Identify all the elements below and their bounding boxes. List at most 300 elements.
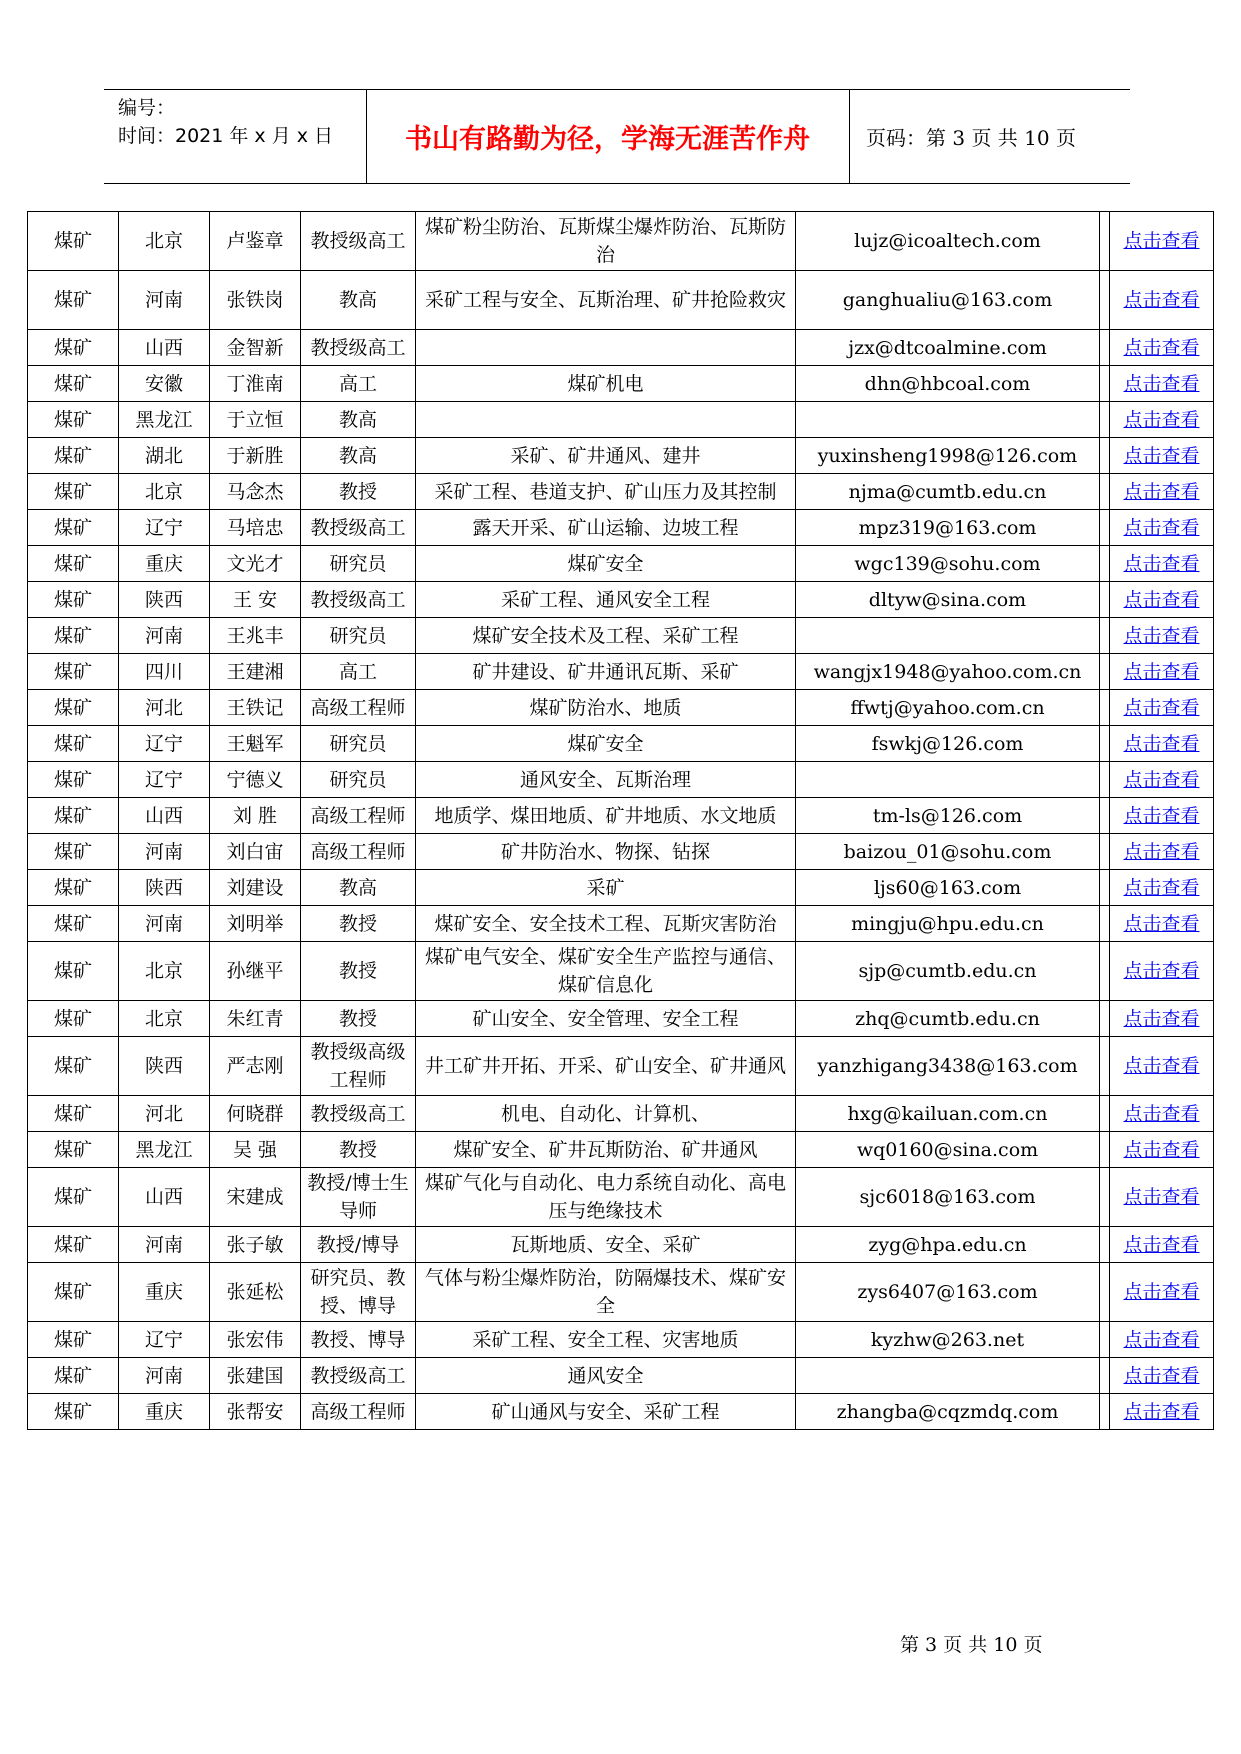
spacer-cell bbox=[1100, 271, 1110, 330]
table-row bbox=[28, 1358, 1214, 1394]
name-cell: 吴 强 bbox=[210, 1132, 301, 1168]
table-row bbox=[28, 870, 1214, 906]
field-cell: 煤矿 bbox=[28, 1096, 119, 1132]
view-link[interactable]: 点击查看 bbox=[1123, 960, 1200, 982]
link-cell bbox=[1110, 1132, 1214, 1168]
email-cell: wgc139@sohu.com bbox=[796, 546, 1100, 582]
region-cell: 陕西 bbox=[119, 582, 210, 618]
spacer-cell bbox=[1100, 212, 1110, 271]
region-cell: 北京 bbox=[119, 1001, 210, 1037]
specialty-cell: 采矿工程、通风安全工程 bbox=[416, 582, 796, 618]
table-row bbox=[28, 1227, 1214, 1263]
view-link[interactable]: 点击查看 bbox=[1123, 732, 1200, 755]
header-divider bbox=[849, 90, 850, 183]
region-cell: 安徽 bbox=[119, 366, 210, 402]
spacer-cell bbox=[1100, 942, 1110, 1001]
link-cell bbox=[1110, 582, 1214, 618]
field-cell: 煤矿 bbox=[28, 942, 119, 1001]
link-cell bbox=[1110, 798, 1214, 834]
spacer-cell bbox=[1100, 546, 1110, 582]
link-cell bbox=[1110, 366, 1214, 402]
email-cell: wangjx1948@yahoo.com.cn bbox=[796, 654, 1100, 690]
name-cell: 于立恒 bbox=[210, 402, 301, 438]
table-row bbox=[28, 1037, 1214, 1096]
specialty-cell: 煤矿电气安全、煤矿安全生产监控与通信、煤矿信息化 bbox=[416, 942, 796, 1001]
title-cell: 教授级高工 bbox=[301, 330, 416, 366]
view-link[interactable]: 点击查看 bbox=[1123, 912, 1200, 935]
spacer-cell bbox=[1100, 1263, 1110, 1322]
spacer-cell bbox=[1100, 1037, 1110, 1096]
name-cell: 张延松 bbox=[210, 1263, 301, 1322]
spacer-cell bbox=[1100, 798, 1110, 834]
link-cell bbox=[1110, 1394, 1214, 1430]
region-cell: 河南 bbox=[119, 271, 210, 330]
field-cell: 煤矿 bbox=[28, 1394, 119, 1430]
email-cell: zhq@cumtb.edu.cn bbox=[796, 1001, 1100, 1037]
name-cell: 王建湘 bbox=[210, 654, 301, 690]
specialty-cell: 地质学、煤田地质、矿井地质、水文地质 bbox=[416, 798, 796, 834]
spacer-cell bbox=[1100, 1132, 1110, 1168]
email-cell: ganghualiu@163.com bbox=[796, 271, 1100, 330]
table-row bbox=[28, 942, 1214, 1001]
view-link[interactable]: 点击查看 bbox=[1123, 1102, 1200, 1125]
specialty-cell bbox=[416, 402, 796, 438]
name-cell: 王铁记 bbox=[210, 690, 301, 726]
title-cell: 教授 bbox=[301, 906, 416, 942]
field-cell: 煤矿 bbox=[28, 906, 119, 942]
title-cell: 高工 bbox=[301, 366, 416, 402]
name-cell: 宁德义 bbox=[210, 762, 301, 798]
title-cell: 教授级高工 bbox=[301, 582, 416, 618]
view-link[interactable]: 点击查看 bbox=[1123, 444, 1200, 467]
specialty-cell: 煤矿安全、矿井瓦斯防治、矿井通风 bbox=[416, 1132, 796, 1168]
spacer-cell bbox=[1100, 654, 1110, 690]
view-link[interactable]: 点击查看 bbox=[1123, 1233, 1200, 1256]
name-cell: 王 安 bbox=[210, 582, 301, 618]
name-cell: 严志刚 bbox=[210, 1037, 301, 1096]
spacer-cell bbox=[1100, 1001, 1110, 1037]
link-cell bbox=[1110, 834, 1214, 870]
link-cell bbox=[1110, 1227, 1214, 1263]
specialty-cell: 通风安全 bbox=[416, 1358, 796, 1394]
spacer-cell bbox=[1100, 510, 1110, 546]
view-link[interactable]: 点击查看 bbox=[1123, 408, 1200, 431]
spacer-cell bbox=[1100, 330, 1110, 366]
view-link[interactable]: 点击查看 bbox=[1123, 1007, 1200, 1030]
title-cell: 教授 bbox=[301, 474, 416, 510]
view-link[interactable]: 点击查看 bbox=[1123, 480, 1200, 503]
region-cell: 河南 bbox=[119, 618, 210, 654]
name-cell: 刘明举 bbox=[210, 906, 301, 942]
link-cell bbox=[1110, 1096, 1214, 1132]
region-cell: 山西 bbox=[119, 330, 210, 366]
field-cell: 煤矿 bbox=[28, 212, 119, 271]
region-cell: 河南 bbox=[119, 1358, 210, 1394]
table-row bbox=[28, 546, 1214, 582]
table-row bbox=[28, 762, 1214, 798]
specialty-cell: 煤矿安全 bbox=[416, 546, 796, 582]
region-cell: 北京 bbox=[119, 942, 210, 1001]
spacer-cell bbox=[1100, 1168, 1110, 1227]
specialty-cell: 采矿 bbox=[416, 870, 796, 906]
title-cell: 高级工程师 bbox=[301, 834, 416, 870]
field-cell: 煤矿 bbox=[28, 402, 119, 438]
link-cell bbox=[1110, 618, 1214, 654]
email-cell: njma@cumtb.edu.cn bbox=[796, 474, 1100, 510]
number-label: 编号： bbox=[118, 97, 176, 119]
name-cell: 卢鉴章 bbox=[210, 212, 301, 271]
field-cell: 煤矿 bbox=[28, 546, 119, 582]
table-row bbox=[28, 1096, 1214, 1132]
specialty-cell: 煤矿安全 bbox=[416, 726, 796, 762]
field-cell: 煤矿 bbox=[28, 1168, 119, 1227]
region-cell: 河北 bbox=[119, 690, 210, 726]
specialty-cell: 采矿工程、安全工程、灾害地质 bbox=[416, 1322, 796, 1358]
specialty-cell: 矿山通风与安全、采矿工程 bbox=[416, 1394, 796, 1430]
title-cell: 研究员 bbox=[301, 546, 416, 582]
table-row bbox=[28, 582, 1214, 618]
email-cell: yanzhigang3438@163.com bbox=[796, 1037, 1100, 1096]
name-cell: 张子敏 bbox=[210, 1227, 301, 1263]
title-cell: 教授 bbox=[301, 1132, 416, 1168]
view-link[interactable]: 点击查看 bbox=[1123, 624, 1200, 647]
view-link[interactable]: 点击查看 bbox=[1123, 1186, 1200, 1208]
specialty-cell: 煤矿气化与自动化、电力系统自动化、高电压与绝缘技术 bbox=[416, 1168, 796, 1227]
name-cell: 张帮安 bbox=[210, 1394, 301, 1430]
spacer-cell bbox=[1100, 1394, 1110, 1430]
table-row bbox=[28, 1263, 1214, 1322]
specialty-cell: 井工矿井开拓、开采、矿山安全、矿井通风 bbox=[416, 1037, 796, 1096]
field-cell: 煤矿 bbox=[28, 1358, 119, 1394]
link-cell bbox=[1110, 762, 1214, 798]
link-cell bbox=[1110, 690, 1214, 726]
title-cell: 研究员 bbox=[301, 762, 416, 798]
title-cell: 高级工程师 bbox=[301, 690, 416, 726]
table-row bbox=[28, 1001, 1214, 1037]
name-cell: 王兆丰 bbox=[210, 618, 301, 654]
view-link[interactable]: 点击查看 bbox=[1123, 336, 1200, 359]
view-link[interactable]: 点击查看 bbox=[1123, 1281, 1200, 1303]
title-cell: 教授/博士生导师 bbox=[301, 1168, 416, 1227]
specialty-cell: 矿山安全、安全管理、安全工程 bbox=[416, 1001, 796, 1037]
view-link[interactable]: 点击查看 bbox=[1123, 289, 1200, 311]
email-cell: hxg@kailuan.com.cn bbox=[796, 1096, 1100, 1132]
name-cell: 于新胜 bbox=[210, 438, 301, 474]
region-cell: 河南 bbox=[119, 1227, 210, 1263]
name-cell: 文光才 bbox=[210, 546, 301, 582]
table-row bbox=[28, 906, 1214, 942]
title-cell: 研究员、教授、博导 bbox=[301, 1263, 416, 1322]
spacer-cell bbox=[1100, 1358, 1110, 1394]
specialty-cell: 露天开采、矿山运输、边坡工程 bbox=[416, 510, 796, 546]
table-row bbox=[28, 1168, 1214, 1227]
title-cell: 研究员 bbox=[301, 618, 416, 654]
name-cell: 宋建成 bbox=[210, 1168, 301, 1227]
email-cell: yuxinsheng1998@126.com bbox=[796, 438, 1100, 474]
title-cell: 研究员 bbox=[301, 726, 416, 762]
title-cell: 教授级高工 bbox=[301, 1096, 416, 1132]
link-cell bbox=[1110, 870, 1214, 906]
name-cell: 朱红青 bbox=[210, 1001, 301, 1037]
specialty-cell: 采矿工程、巷道支护、矿山压力及其控制 bbox=[416, 474, 796, 510]
view-link[interactable]: 点击查看 bbox=[1123, 516, 1200, 539]
expert-table bbox=[27, 211, 1214, 1430]
table-row bbox=[28, 1132, 1214, 1168]
specialty-cell: 矿井建设、矿井通讯瓦斯、采矿 bbox=[416, 654, 796, 690]
title-cell: 教授级高级工程师 bbox=[301, 1037, 416, 1096]
link-cell bbox=[1110, 1168, 1214, 1227]
table-row bbox=[28, 726, 1214, 762]
field-cell: 煤矿 bbox=[28, 366, 119, 402]
region-cell: 陕西 bbox=[119, 870, 210, 906]
region-cell: 河北 bbox=[119, 1096, 210, 1132]
region-cell: 北京 bbox=[119, 474, 210, 510]
field-cell: 煤矿 bbox=[28, 1322, 119, 1358]
page-footer: 第 3 页 共 10 页 bbox=[900, 1634, 1043, 1656]
region-cell: 辽宁 bbox=[119, 762, 210, 798]
region-cell: 辽宁 bbox=[119, 1322, 210, 1358]
name-cell: 王魁军 bbox=[210, 726, 301, 762]
spacer-cell bbox=[1100, 1227, 1110, 1263]
table-row bbox=[28, 1322, 1214, 1358]
view-link[interactable]: 点击查看 bbox=[1123, 1328, 1200, 1351]
email-cell: ljs60@163.com bbox=[796, 870, 1100, 906]
specialty-cell: 通风安全、瓦斯治理 bbox=[416, 762, 796, 798]
email-cell: fswkj@126.com bbox=[796, 726, 1100, 762]
email-cell: mingju@hpu.edu.cn bbox=[796, 906, 1100, 942]
field-cell: 煤矿 bbox=[28, 690, 119, 726]
view-link[interactable]: 点击查看 bbox=[1123, 1055, 1200, 1077]
field-cell: 煤矿 bbox=[28, 726, 119, 762]
region-cell: 重庆 bbox=[119, 1263, 210, 1322]
email-cell: lujz@icoaltech.com bbox=[796, 212, 1100, 271]
title-cell: 教高 bbox=[301, 870, 416, 906]
view-link[interactable]: 点击查看 bbox=[1123, 840, 1200, 863]
spacer-cell bbox=[1100, 474, 1110, 510]
field-cell: 煤矿 bbox=[28, 510, 119, 546]
header-page-indicator: 页码：第 3 页 共 10 页 bbox=[866, 126, 1076, 150]
specialty-cell: 气体与粉尘爆炸防治，防隔爆技术、煤矿安全 bbox=[416, 1263, 796, 1322]
title-cell: 教授级高工 bbox=[301, 212, 416, 271]
link-cell bbox=[1110, 212, 1214, 271]
field-cell: 煤矿 bbox=[28, 762, 119, 798]
name-cell: 张宏伟 bbox=[210, 1322, 301, 1358]
title-cell: 高工 bbox=[301, 654, 416, 690]
link-cell bbox=[1110, 726, 1214, 762]
title-cell: 教授/博导 bbox=[301, 1227, 416, 1263]
specialty-cell: 机电、自动化、计算机、 bbox=[416, 1096, 796, 1132]
link-cell bbox=[1110, 546, 1214, 582]
table-row bbox=[28, 438, 1214, 474]
page-header bbox=[104, 89, 1130, 184]
field-cell: 煤矿 bbox=[28, 654, 119, 690]
region-cell: 辽宁 bbox=[119, 726, 210, 762]
email-cell bbox=[796, 762, 1100, 798]
link-cell bbox=[1110, 1001, 1214, 1037]
field-cell: 煤矿 bbox=[28, 1037, 119, 1096]
name-cell: 刘建设 bbox=[210, 870, 301, 906]
link-cell bbox=[1110, 1358, 1214, 1394]
time-label: 时间：2021 年 x 月 x 日 bbox=[118, 125, 334, 147]
region-cell: 黑龙江 bbox=[119, 1132, 210, 1168]
link-cell bbox=[1110, 1322, 1214, 1358]
spacer-cell bbox=[1100, 762, 1110, 798]
view-link[interactable]: 点击查看 bbox=[1123, 552, 1200, 575]
email-cell: sjp@cumtb.edu.cn bbox=[796, 942, 1100, 1001]
region-cell: 山西 bbox=[119, 1168, 210, 1227]
spacer-cell bbox=[1100, 906, 1110, 942]
specialty-cell: 煤矿安全技术及工程、采矿工程 bbox=[416, 618, 796, 654]
region-cell: 黑龙江 bbox=[119, 402, 210, 438]
table-row bbox=[28, 834, 1214, 870]
email-cell: mpz319@163.com bbox=[796, 510, 1100, 546]
name-cell: 张建国 bbox=[210, 1358, 301, 1394]
table-row bbox=[28, 618, 1214, 654]
field-cell: 煤矿 bbox=[28, 271, 119, 330]
field-cell: 煤矿 bbox=[28, 330, 119, 366]
email-cell: zyg@hpa.edu.cn bbox=[796, 1227, 1100, 1263]
specialty-cell bbox=[416, 330, 796, 366]
specialty-cell: 煤矿安全、安全技术工程、瓦斯灾害防治 bbox=[416, 906, 796, 942]
region-cell: 湖北 bbox=[119, 438, 210, 474]
spacer-cell bbox=[1100, 690, 1110, 726]
region-cell: 辽宁 bbox=[119, 510, 210, 546]
spacer-cell bbox=[1100, 726, 1110, 762]
field-cell: 煤矿 bbox=[28, 438, 119, 474]
specialty-cell: 采矿工程与安全、瓦斯治理、矿井抢险救灾 bbox=[416, 271, 796, 330]
region-cell: 重庆 bbox=[119, 546, 210, 582]
table-row bbox=[28, 330, 1214, 366]
region-cell: 北京 bbox=[119, 212, 210, 271]
field-cell: 煤矿 bbox=[28, 618, 119, 654]
table-row bbox=[28, 271, 1214, 330]
email-cell: kyzhw@263.net bbox=[796, 1322, 1100, 1358]
view-link[interactable]: 点击查看 bbox=[1123, 696, 1200, 719]
spacer-cell bbox=[1100, 1322, 1110, 1358]
region-cell: 河南 bbox=[119, 906, 210, 942]
link-cell bbox=[1110, 438, 1214, 474]
table-row bbox=[28, 402, 1214, 438]
specialty-cell: 煤矿机电 bbox=[416, 366, 796, 402]
link-cell bbox=[1110, 271, 1214, 330]
title-cell: 教高 bbox=[301, 402, 416, 438]
specialty-cell: 采矿、矿井通风、建井 bbox=[416, 438, 796, 474]
email-cell: dltyw@sina.com bbox=[796, 582, 1100, 618]
field-cell: 煤矿 bbox=[28, 1263, 119, 1322]
field-cell: 煤矿 bbox=[28, 834, 119, 870]
name-cell: 刘 胜 bbox=[210, 798, 301, 834]
name-cell: 马培忠 bbox=[210, 510, 301, 546]
view-link[interactable]: 点击查看 bbox=[1123, 1400, 1200, 1423]
email-cell: zys6407@163.com bbox=[796, 1263, 1100, 1322]
table-row bbox=[28, 1394, 1214, 1430]
view-link[interactable]: 点击查看 bbox=[1123, 588, 1200, 611]
table-row bbox=[28, 212, 1214, 271]
field-cell: 煤矿 bbox=[28, 870, 119, 906]
header-meta bbox=[118, 94, 333, 150]
title-cell: 教授 bbox=[301, 942, 416, 1001]
title-cell: 教授级高工 bbox=[301, 1358, 416, 1394]
link-cell bbox=[1110, 1037, 1214, 1096]
view-link[interactable]: 点击查看 bbox=[1123, 660, 1200, 683]
email-cell: sjc6018@163.com bbox=[796, 1168, 1100, 1227]
spacer-cell bbox=[1100, 366, 1110, 402]
link-cell bbox=[1110, 906, 1214, 942]
specialty-cell: 煤矿粉尘防治、瓦斯煤尘爆炸防治、瓦斯防治 bbox=[416, 212, 796, 271]
view-link[interactable]: 点击查看 bbox=[1123, 876, 1200, 899]
spacer-cell bbox=[1100, 618, 1110, 654]
region-cell: 重庆 bbox=[119, 1394, 210, 1430]
link-cell bbox=[1110, 402, 1214, 438]
region-cell: 山西 bbox=[119, 798, 210, 834]
link-cell bbox=[1110, 1263, 1214, 1322]
name-cell: 刘白宙 bbox=[210, 834, 301, 870]
table-row bbox=[28, 474, 1214, 510]
email-cell: dhn@hbcoal.com bbox=[796, 366, 1100, 402]
name-cell: 马念杰 bbox=[210, 474, 301, 510]
name-cell: 孙继平 bbox=[210, 942, 301, 1001]
view-link[interactable]: 点击查看 bbox=[1123, 804, 1200, 827]
name-cell: 张铁岗 bbox=[210, 271, 301, 330]
email-cell: zhangba@cqzmdq.com bbox=[796, 1394, 1100, 1430]
email-cell: wq0160@sina.com bbox=[796, 1132, 1100, 1168]
name-cell: 丁淮南 bbox=[210, 366, 301, 402]
spacer-cell bbox=[1100, 402, 1110, 438]
table-row bbox=[28, 366, 1214, 402]
table-row bbox=[28, 690, 1214, 726]
title-cell: 教授 bbox=[301, 1001, 416, 1037]
spacer-cell bbox=[1100, 870, 1110, 906]
email-cell bbox=[796, 402, 1100, 438]
name-cell: 金智新 bbox=[210, 330, 301, 366]
link-cell bbox=[1110, 474, 1214, 510]
specialty-cell: 瓦斯地质、安全、采矿 bbox=[416, 1227, 796, 1263]
email-cell bbox=[796, 1358, 1100, 1394]
spacer-cell bbox=[1100, 834, 1110, 870]
field-cell: 煤矿 bbox=[28, 1001, 119, 1037]
email-cell: ffwtj@yahoo.com.cn bbox=[796, 690, 1100, 726]
email-cell: tm-ls@126.com bbox=[796, 798, 1100, 834]
view-link[interactable]: 点击查看 bbox=[1123, 1138, 1200, 1161]
link-cell bbox=[1110, 654, 1214, 690]
field-cell: 煤矿 bbox=[28, 798, 119, 834]
field-cell: 煤矿 bbox=[28, 1132, 119, 1168]
link-cell bbox=[1110, 510, 1214, 546]
link-cell bbox=[1110, 330, 1214, 366]
field-cell: 煤矿 bbox=[28, 1227, 119, 1263]
view-link[interactable]: 点击查看 bbox=[1123, 230, 1200, 252]
region-cell: 四川 bbox=[119, 654, 210, 690]
spacer-cell bbox=[1100, 582, 1110, 618]
email-cell: baizou_01@sohu.com bbox=[796, 834, 1100, 870]
specialty-cell: 煤矿防治水、地质 bbox=[416, 690, 796, 726]
title-cell: 教高 bbox=[301, 271, 416, 330]
table-row bbox=[28, 510, 1214, 546]
spacer-cell bbox=[1100, 438, 1110, 474]
title-cell: 教授、博导 bbox=[301, 1322, 416, 1358]
view-link[interactable]: 点击查看 bbox=[1123, 1364, 1200, 1387]
link-cell bbox=[1110, 942, 1214, 1001]
view-link[interactable]: 点击查看 bbox=[1123, 372, 1200, 395]
table-row bbox=[28, 654, 1214, 690]
spacer-cell bbox=[1100, 1096, 1110, 1132]
email-cell: jzx@dtcoalmine.com bbox=[796, 330, 1100, 366]
title-cell: 教授级高工 bbox=[301, 510, 416, 546]
header-motto: 书山有路勤为径，学海无涯苦作舟 bbox=[405, 124, 810, 155]
region-cell: 陕西 bbox=[119, 1037, 210, 1096]
title-cell: 教高 bbox=[301, 438, 416, 474]
view-link[interactable]: 点击查看 bbox=[1123, 768, 1200, 791]
